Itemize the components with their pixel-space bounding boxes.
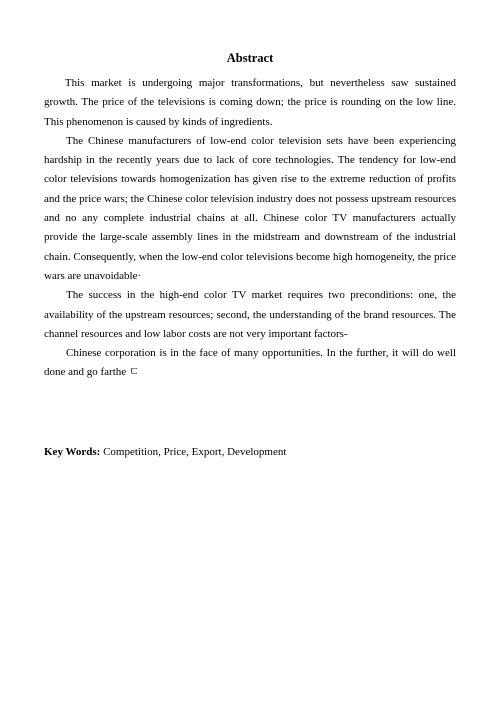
paragraph-1: This market is undergoing major transformations, but nevertheless saw sustained growth. The price of the televisions is coming down; the price is rounding on the low line. This phenomenon is caused by kinds of ingredients.	[44, 77, 456, 128]
paragraph-3: The success in the high-end color TV market requires two preconditions: one, the availability of the upstream resources; second, the understanding of the brand resources. The channel resources and low labor costs are not very important factors-	[44, 289, 456, 340]
page-title: Abstract	[226, 51, 274, 65]
keywords-label: Key Words:	[44, 446, 101, 458]
paragraph-4: Chinese corporation is in the face of many opportunities. In the further, it will do well done and go farthe ㄷ	[44, 347, 456, 379]
keywords-line	[44, 444, 456, 460]
keywords-value: Competition, Price, Export, Development	[100, 446, 287, 458]
abstract-body	[44, 74, 456, 383]
paragraph-2: The Chinese manufacturers of low-end color television sets have been experiencing hardship in the recently years due to lack of core technologies. The tendency for low-end color televisions towards homogenization has given rise to the extreme reduction of profits and the price wars; the Chinese color television industry does not possess upstream resources and no any complete industrial chains at all. Chinese color TV manufacturers actually provide the large-scale assembly lines in the midstream and downstream of the industrial chain. Consequently, when the low-end color televisions become high homogeneity, the price wars are unavoidable·	[44, 134, 456, 282]
